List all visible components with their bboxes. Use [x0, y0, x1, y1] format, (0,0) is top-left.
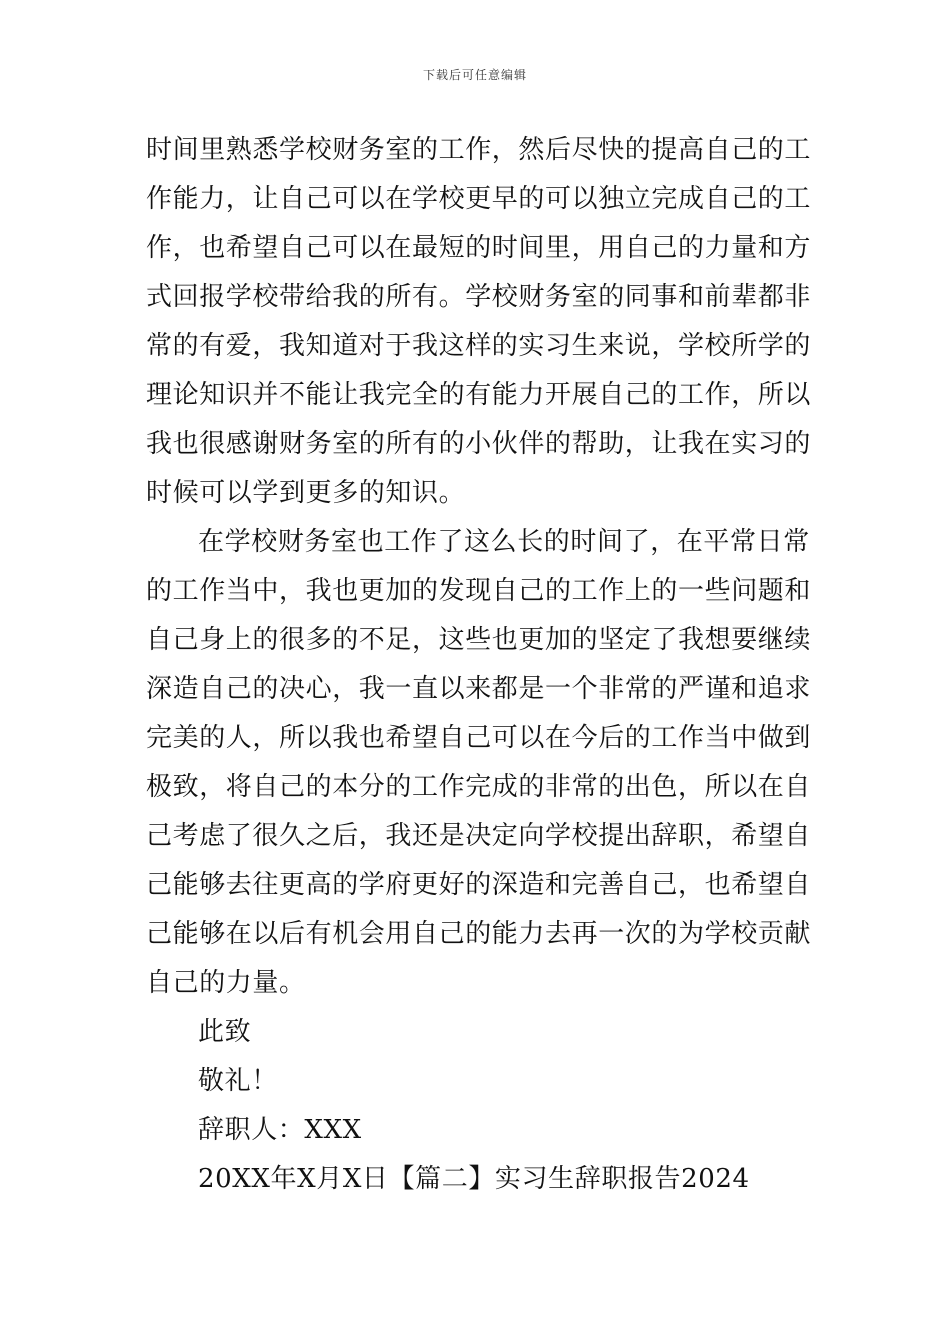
- document-body: [146, 126, 810, 1204]
- text-line: 我也很感谢财务室的所有的小伙伴的帮助，让我在实习的: [146, 429, 812, 459]
- text-line: 时间里熟悉学校财务室的工作，然后尽快的提高自己的工: [146, 135, 812, 165]
- date-and-next-title: 20XX年X月X日【篇二】实习生辞职报告2024: [198, 1164, 750, 1194]
- closing-regards: 敬礼！: [198, 1066, 278, 1096]
- text-line: 己能够在以后有机会用自己的能力去再一次的为学校贡献: [146, 919, 812, 949]
- text-line: 极致，将自己的本分的工作完成的非常的出色，所以在自: [146, 772, 812, 802]
- text-line: 己能够去往更高的学府更好的深造和完善自己，也希望自: [146, 870, 812, 900]
- text-line: 深造自己的决心，我一直以来都是一个非常的严谨和追求: [146, 674, 812, 704]
- text-line: 完美的人，所以我也希望自己可以在今后的工作当中做到: [146, 723, 812, 753]
- text-line: 的工作当中，我也更加的发现自己的工作上的一些问题和: [146, 576, 812, 606]
- closing-salutation: 此致: [198, 1017, 252, 1047]
- text-line: 自己的力量。: [146, 968, 306, 998]
- text-line: 作，也希望自己可以在最短的时间里，用自己的力量和方: [146, 233, 812, 263]
- text-line: 己考虑了很久之后，我还是决定向学校提出辞职，希望自: [146, 821, 812, 851]
- text-line: 常的有爱，我知道对于我这样的实习生来说，学校所学的: [146, 331, 812, 361]
- signer-line: 辞职人：XXX: [198, 1115, 362, 1145]
- letter-closing: [146, 1008, 810, 1204]
- text-line: 时候可以学到更多的知识。: [146, 478, 466, 508]
- paragraph-2: [146, 518, 810, 1008]
- paragraph-1: [146, 126, 810, 518]
- page-header-note: 下载后可任意编辑: [422, 68, 527, 82]
- text-line: 式回报学校带给我的所有。学校财务室的同事和前辈都非: [146, 282, 812, 312]
- text-line: 自己身上的很多的不足，这些也更加的坚定了我想要继续: [146, 625, 812, 655]
- text-line: 理论知识并不能让我完全的有能力开展自己的工作，所以: [146, 380, 812, 410]
- text-line: 在学校财务室也工作了这么长的时间了，在平常日常: [198, 527, 810, 557]
- text-line: 作能力，让自己可以在学校更早的可以独立完成自己的工: [146, 184, 812, 214]
